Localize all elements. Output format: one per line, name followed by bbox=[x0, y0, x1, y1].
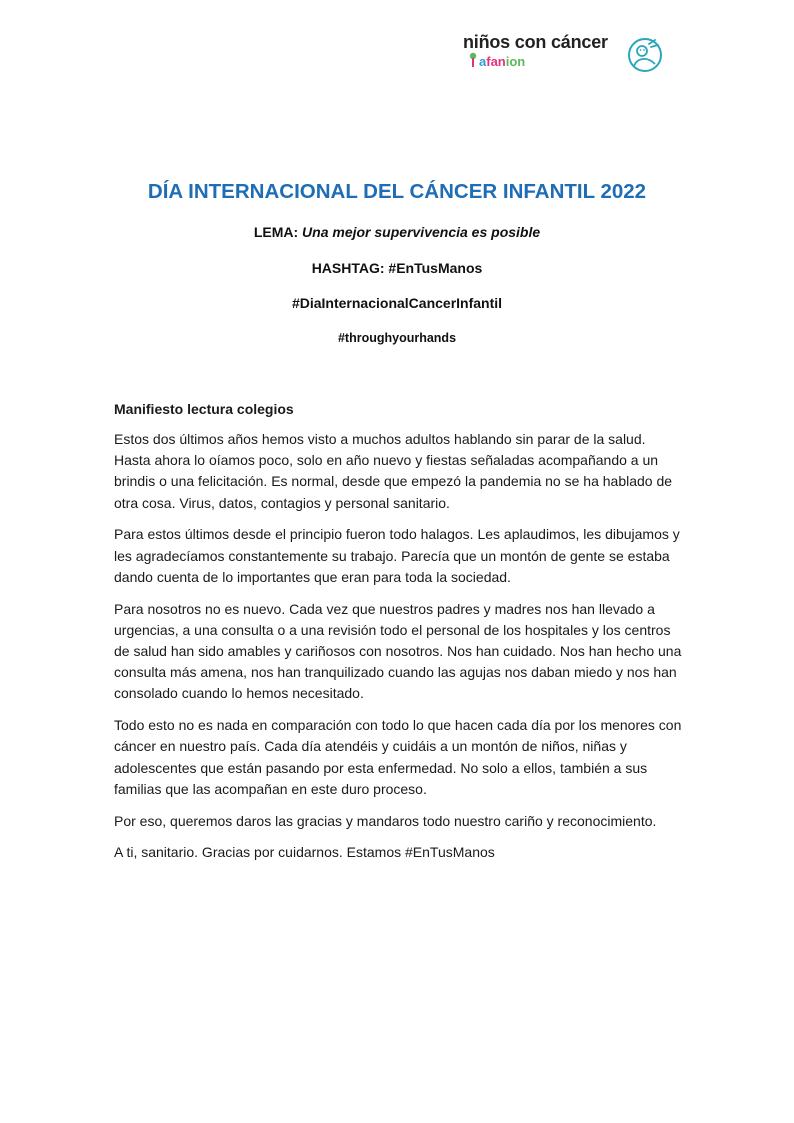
motto-line bbox=[0, 224, 794, 240]
manifesto-body bbox=[114, 399, 684, 874]
section-heading: Manifiesto lectura colegios bbox=[114, 401, 294, 417]
page-title: DÍA INTERNACIONAL DEL CÁNCER INFANTIL 2022 bbox=[147, 180, 647, 203]
logo-pin-icon bbox=[469, 52, 477, 68]
hashtag-english: #throughyourhands bbox=[337, 331, 457, 345]
paragraph: Por eso, queremos daros las gracias y mandaros todo nuestro cariño y reconocimiento. bbox=[114, 812, 657, 829]
hashtag-line: HASHTAG: #EnTusManos bbox=[311, 260, 483, 276]
hashtag-secondary: #DiaInternacionalCancerInfantil bbox=[291, 295, 503, 311]
paragraph: A ti, sanitario. Gracias por cuidarnos. Estamos #EnTusManos bbox=[114, 844, 495, 861]
logo-child-icon bbox=[625, 36, 665, 74]
paragraph: Todo esto no es nada en comparación con todo lo que hacen cada día por los menores con cáncer en nuestro país. Cada día atendéis y cuidáis a un montón de niños, niñas y adolescentes que están pasando por esta enfermedad. No solo a ellos, también a sus familias que las acompañan en este duro proceso. bbox=[114, 717, 682, 797]
logo-subtitle: afanion bbox=[479, 54, 526, 69]
motto-text: Una mejor supervivencia es posible bbox=[302, 224, 541, 240]
motto-label: LEMA: bbox=[253, 224, 299, 240]
paragraph: Para estos últimos desde el principio fueron todo halagos. Les aplaudimos, les dibujamos y les agradecíamos constantemente su trabajo. Parecía que un montón de gente se estaba dando cuenta de lo importantes que eran para toda la sociedad. bbox=[114, 526, 680, 585]
logo-wordmark: niños con cáncer bbox=[463, 32, 608, 52]
paragraph: Para nosotros no es nuevo. Cada vez que nuestros padres y madres nos han llevado a urgencias, a una consulta o a una revisión todo el personal de los hospitales y los centros de salud han sido amables y cariñosos con nosotros. Nos han cuidado. Nos han hecho una consulta más amena, nos han tranquilizado cuando las agujas nos daban miedo y nos han consolado cuando lo hemos necesitado. bbox=[114, 600, 682, 702]
paragraph: Estos dos últimos años hemos visto a muchos adultos hablando sin parar de la salud. Hasta ahora lo oíamos poco, solo en año nuevo y fiestas señaladas acompañando a un brindis o una felicitación. Es normal, desde que empezó la pandemia no se ha hablado de otra cosa. Virus, datos, contagios y personal sanitario. bbox=[114, 431, 673, 511]
organization-logo bbox=[463, 32, 673, 78]
